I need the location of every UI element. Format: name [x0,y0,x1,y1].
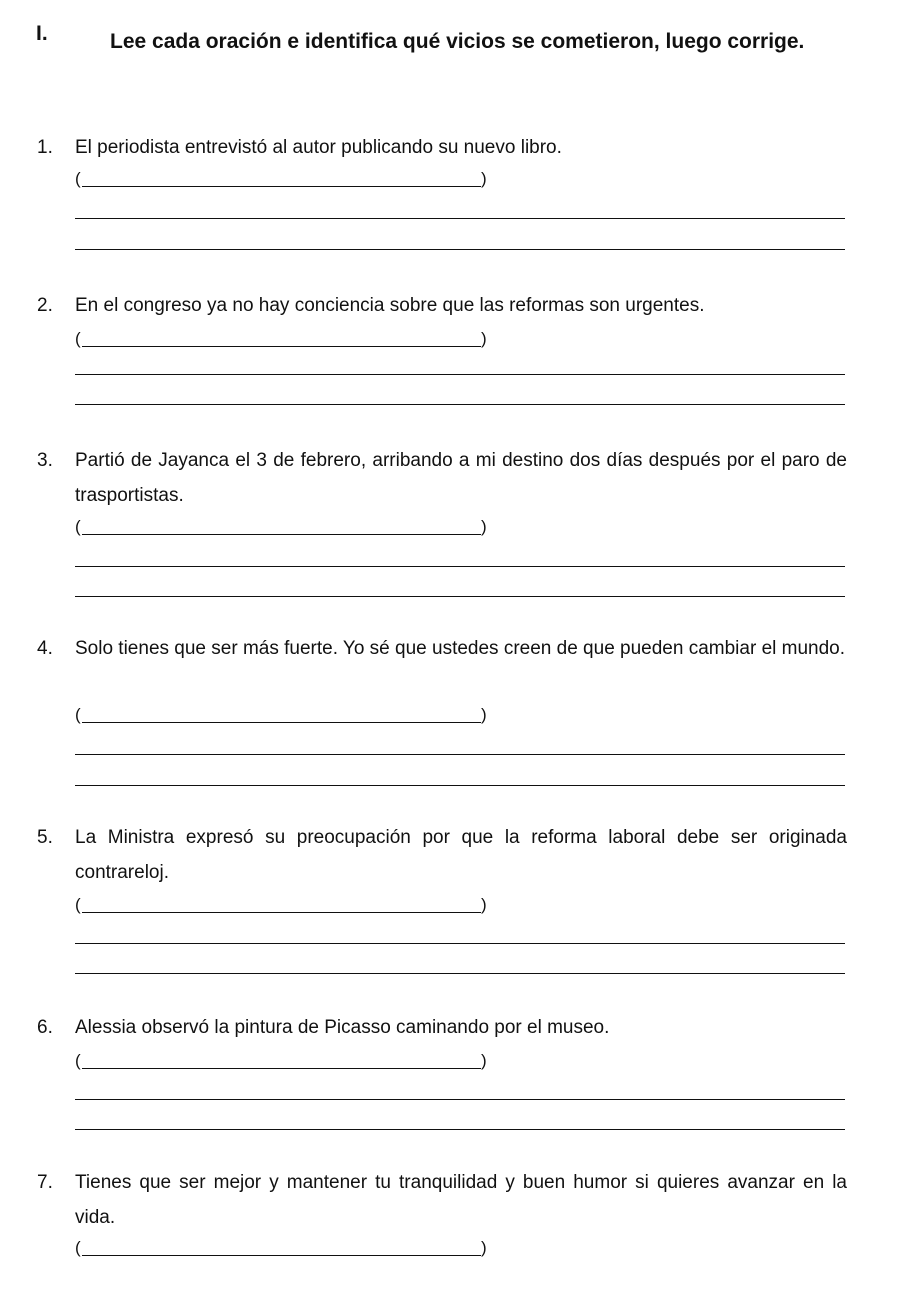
blank-underline [82,346,481,347]
section-number: I. [36,22,48,45]
item-sentence: Alessia observó la pintura de Picasso caminando por el museo. [75,1017,610,1038]
vice-identification-blank-1[interactable] [75,168,495,190]
item-number: 1. [37,137,53,158]
open-paren: ( [75,169,81,188]
item-sentence: La Ministra expresó su preocupación por que la reforma laboral debe ser originada contrareloj. [75,827,847,883]
correction-line[interactable] [75,596,845,597]
item-number: 5. [37,827,53,848]
open-paren: ( [75,895,81,914]
correction-line[interactable] [75,754,845,755]
vice-identification-blank-3[interactable] [75,516,495,538]
item-sentence: El periodista entrevistó al autor publicando su nuevo libro. [75,137,562,158]
open-paren: ( [75,705,81,724]
correction-line[interactable] [75,404,845,405]
vice-identification-blank-7[interactable] [75,1237,495,1259]
item-sentence: Solo tienes que ser más fuerte. Yo sé que ustedes creen de que pueden cambiar el mundo. [75,638,846,659]
vice-identification-blank-6[interactable] [75,1050,495,1072]
blank-underline [82,1255,481,1256]
correction-line[interactable] [75,943,845,944]
blank-underline [82,534,481,535]
close-paren: ) [481,1238,487,1257]
item-sentence: En el congreso ya no hay conciencia sobre que las reformas son urgentes. [75,295,705,316]
correction-line[interactable] [75,374,845,375]
open-paren: ( [75,329,81,348]
correction-line[interactable] [75,1099,845,1100]
vice-identification-blank-4[interactable] [75,704,495,726]
correction-line[interactable] [75,1129,845,1130]
correction-line[interactable] [75,566,845,567]
correction-line[interactable] [75,249,845,250]
correction-line[interactable] [75,218,845,219]
item-number: 2. [37,295,53,316]
open-paren: ( [75,1238,81,1257]
item-number: 6. [37,1017,53,1038]
correction-line[interactable] [75,785,845,786]
open-paren: ( [75,1051,81,1070]
item-number: 4. [37,638,53,659]
close-paren: ) [481,895,487,914]
blank-underline [82,1068,481,1069]
close-paren: ) [481,1051,487,1070]
vice-identification-blank-2[interactable] [75,328,495,350]
item-sentence: Tienes que ser mejor y mantener tu tranquilidad y buen humor si quieres avanzar en la vida. [75,1172,847,1228]
blank-underline [82,912,481,913]
close-paren: ) [481,329,487,348]
item-number: 7. [37,1172,53,1193]
item-sentence: Partió de Jayanca el 3 de febrero, arribando a mi destino dos días después por el paro de trasportistas. [75,450,847,506]
item-number: 3. [37,450,53,471]
close-paren: ) [481,705,487,724]
close-paren: ) [481,517,487,536]
correction-line[interactable] [75,973,845,974]
blank-underline [82,186,481,187]
close-paren: ) [481,169,487,188]
open-paren: ( [75,517,81,536]
vice-identification-blank-5[interactable] [75,894,495,916]
section-instructions: Lee cada oración e identifica qué vicios se cometieron, luego corrige. [110,30,805,53]
blank-underline [82,722,481,723]
